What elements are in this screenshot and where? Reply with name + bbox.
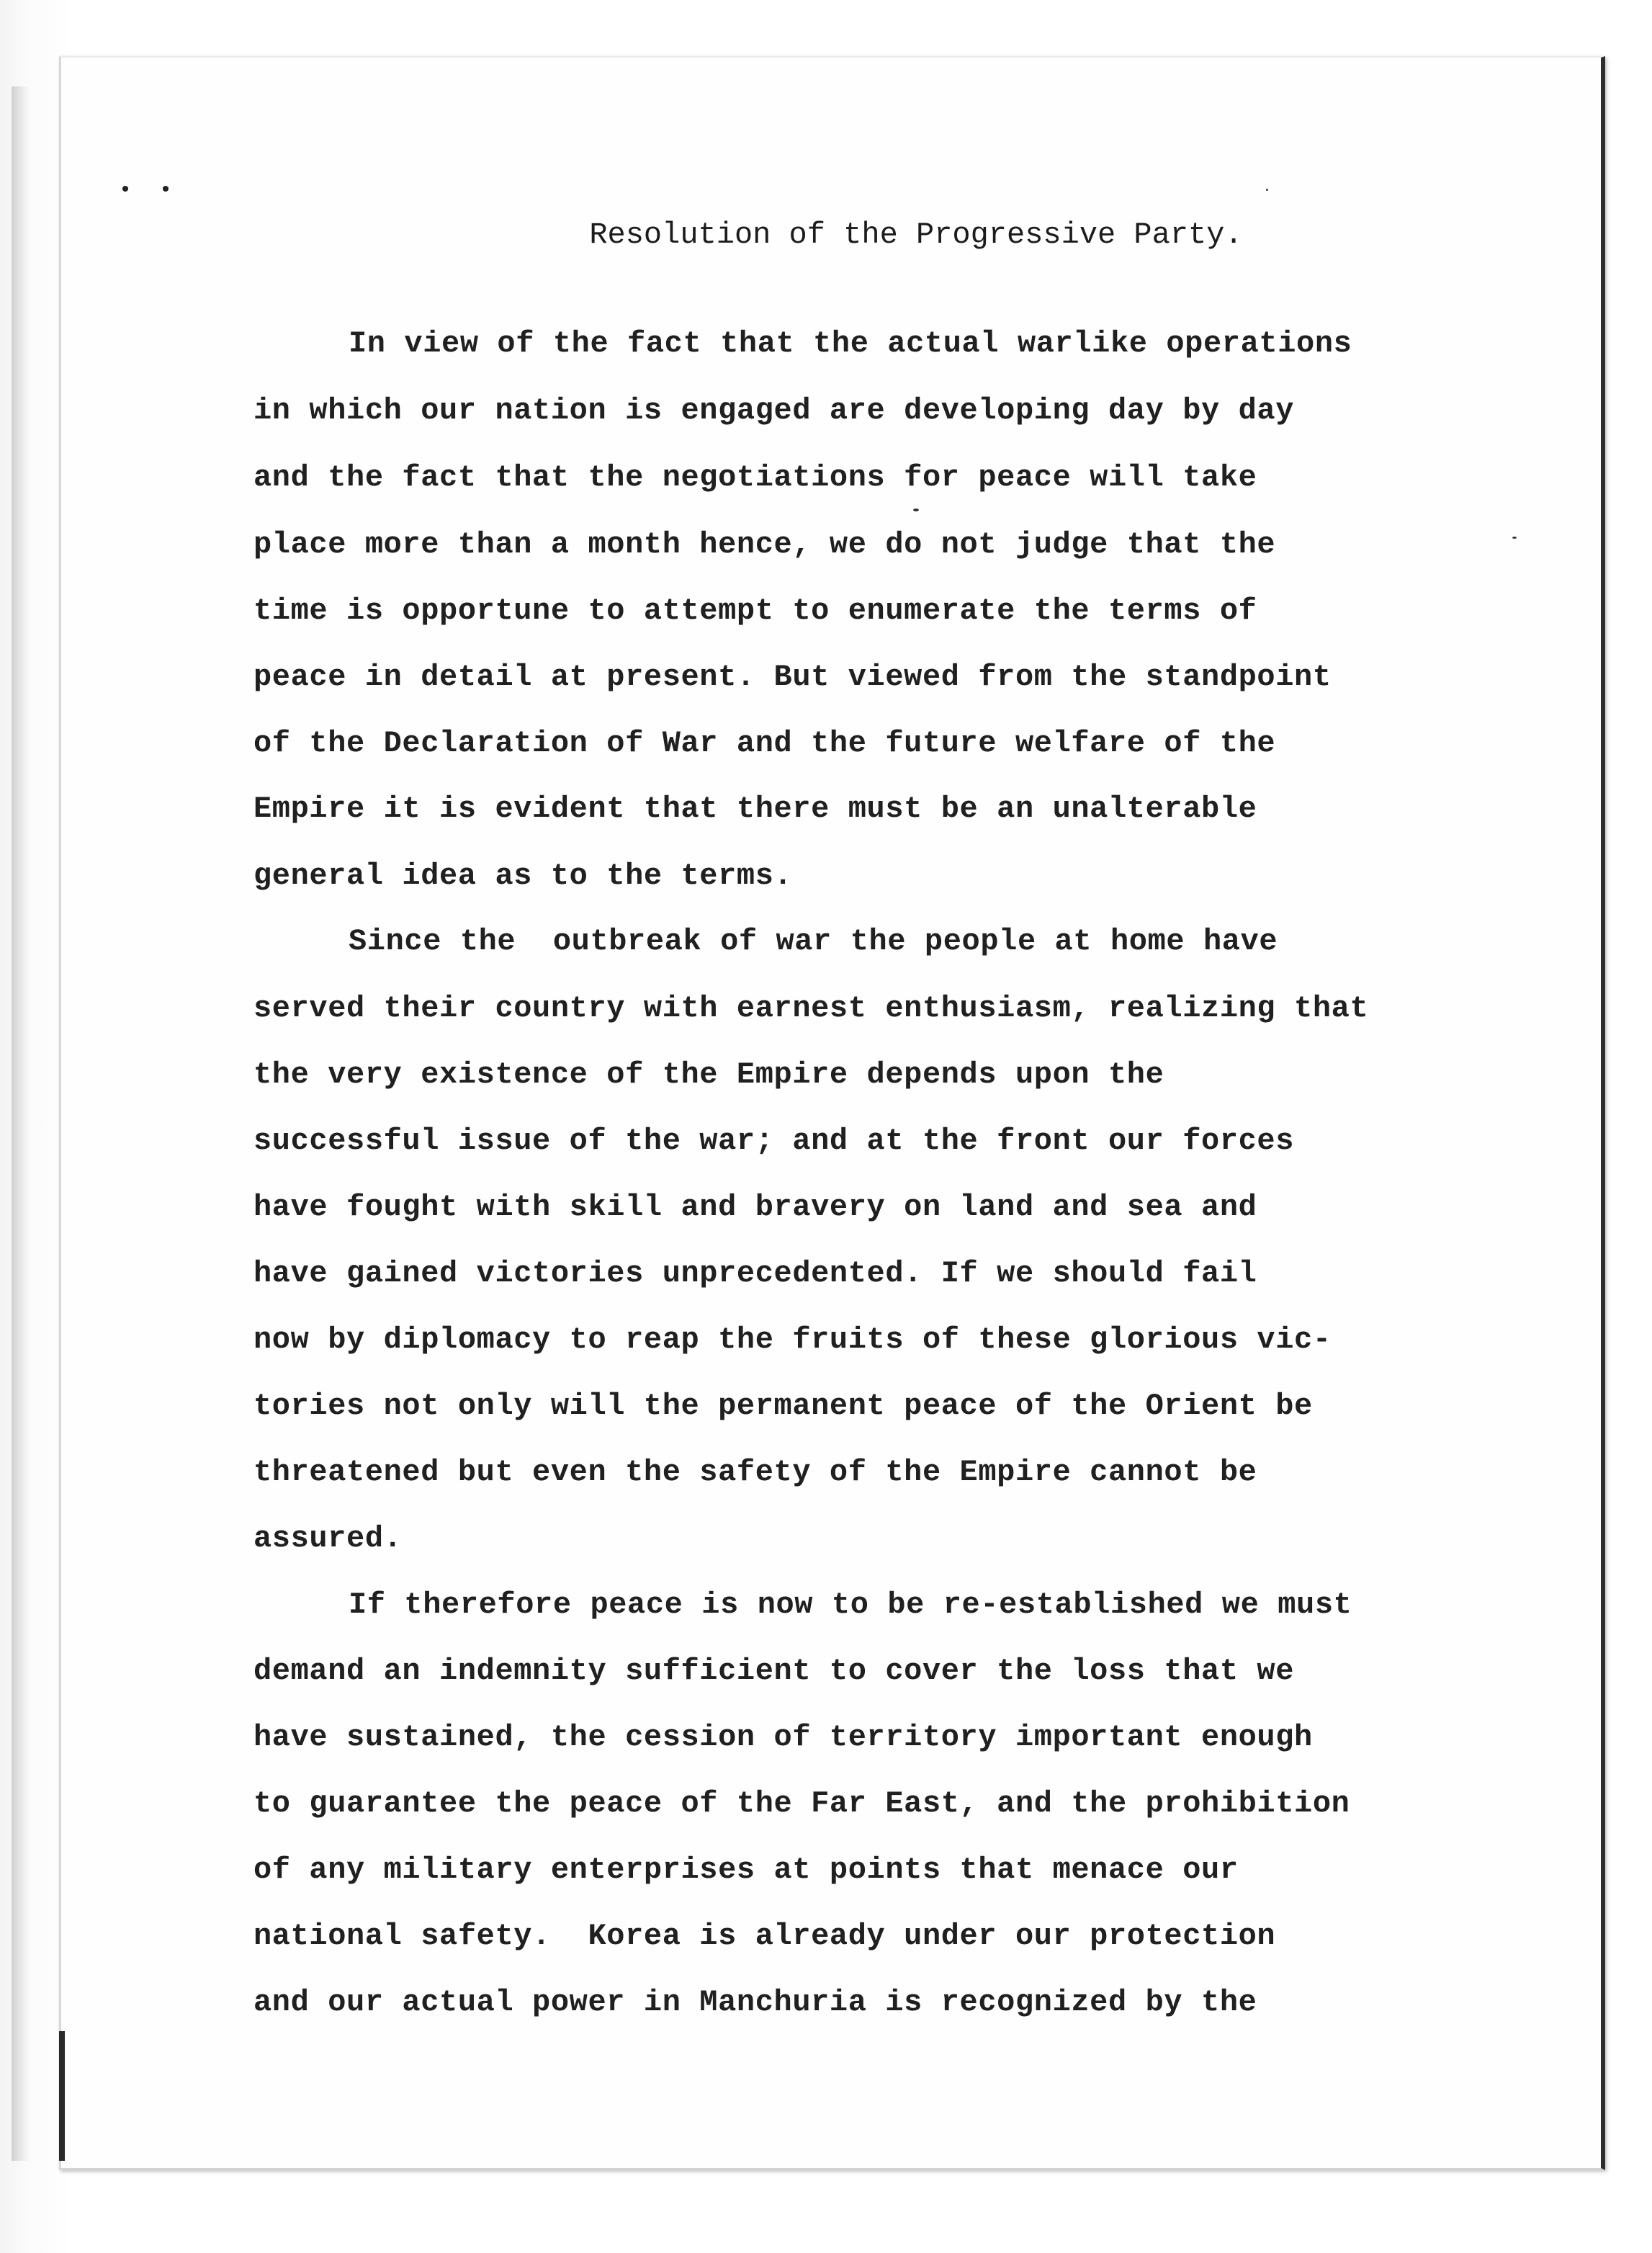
- text-line-24: of any military enterprises at points that menace our: [253, 1853, 1239, 1887]
- text-line-14: have fought with skill and bravery on land and sea and: [253, 1190, 1257, 1224]
- document-title: Resolution of the Progressive Party.: [589, 218, 1243, 252]
- ink-speck: [1512, 537, 1517, 539]
- corner-mark: • •: [119, 179, 180, 203]
- text-line-23: to guarantee the peace of the Far East, and the prohibition: [253, 1786, 1350, 1821]
- text-line-10: Since the outbreak of war the people at home have: [349, 924, 1278, 959]
- text-line-16: now by diplomacy to reap the fruits of these glorious vic-: [253, 1322, 1332, 1357]
- text-line-21: demand an indemnity sufficient to cover the loss that we: [253, 1654, 1295, 1688]
- text-line-20: If therefore peace is now to be re-established we must: [349, 1587, 1352, 1622]
- text-line-9: general idea as to the terms.: [253, 859, 793, 893]
- text-line-19: assured.: [253, 1521, 403, 1556]
- scan-edge-stripe: [12, 86, 32, 2161]
- text-line-6: peace in detail at present. But viewed from the standpoint: [253, 660, 1332, 694]
- text-line-5: time is opportune to attempt to enumerate the terms of: [253, 594, 1257, 628]
- text-line-26: and our actual power in Manchuria is recognized by the: [253, 1985, 1257, 2020]
- text-line-8: Empire it is evident that there must be an unalterable: [253, 792, 1257, 826]
- text-line-1: In view of the fact that the actual warlike operations: [349, 326, 1352, 361]
- text-line-18: threatened but even the safety of the Empire cannot be: [253, 1455, 1257, 1490]
- text-line-2: in which our nation is engaged are developing day by day: [253, 393, 1295, 428]
- text-line-3: and the fact that the negotiations for peace will take: [253, 460, 1257, 495]
- text-line-4: place more than a month hence, we do not judge that the: [253, 527, 1276, 562]
- text-line-25: national safety. Korea is already under our protection: [253, 1919, 1276, 1953]
- text-line-12: the very existence of the Empire depends upon the: [253, 1057, 1164, 1092]
- page-edge-shadow: [59, 2031, 65, 2161]
- text-line-7: of the Declaration of War and the future welfare of the: [253, 726, 1276, 761]
- text-line-15: have gained victories unprecedented. If we should fail: [253, 1256, 1257, 1291]
- ink-speck: [1266, 189, 1268, 191]
- ink-speck: [913, 509, 919, 511]
- text-line-11: served their country with earnest enthusiasm, realizing that: [253, 991, 1369, 1026]
- text-line-22: have sustained, the cession of territory important enough: [253, 1720, 1313, 1755]
- text-line-13: successful issue of the war; and at the front our forces: [253, 1124, 1295, 1158]
- text-line-17: tories not only will the permanent peace of the Orient be: [253, 1389, 1313, 1423]
